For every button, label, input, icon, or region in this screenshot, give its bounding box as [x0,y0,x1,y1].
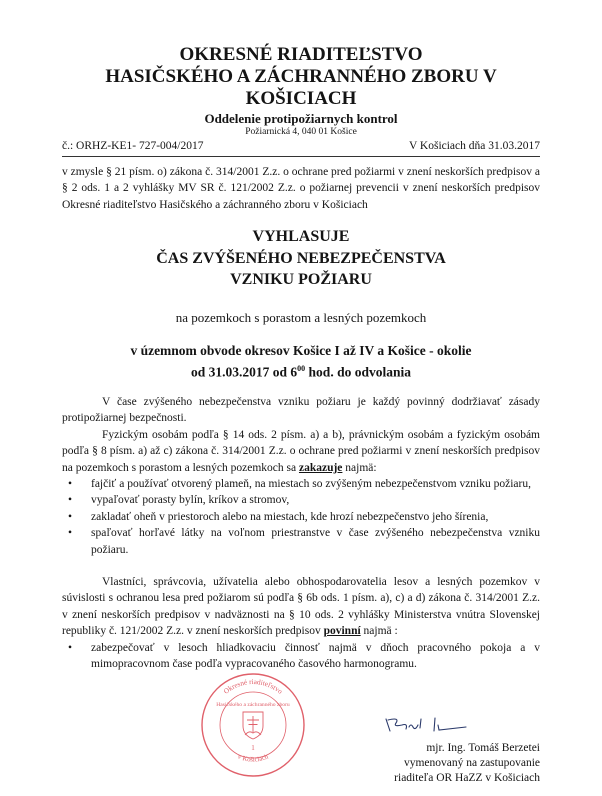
header-divider [62,156,540,157]
intro-paragraph: v zmysle § 21 písm. o) zákona č. 314/2001 Z.z. o ochrane pred požiarmi v znení neskorších predpisov a § 2 ods. 1 a 2 vyhlášky MV SR č. 121/2002 Z.z. o požiarnej prevencii v znení neskorších predpisov Okresné riaditeľstvo Hasičského a záchranného zboru v Košiciach [62,166,540,211]
list-item-text: vypaľovať porasty bylín, kríkov a stromov, [91,494,290,507]
paragraph-general-duty: V čase zvýšeného nebezpečenstva vzniku požiaru je každý povinný dodržiavať zásady protipožiarnej bezpečnosti. [62,396,540,425]
org-name-line3: KOŠICIACH [245,88,357,109]
p3-text: Vlastníci, správcovia, užívatelia alebo obhospodarovatelia lesov a lesných pozemkov v súvislosti s ochranou lesa pred požiarom sú podľa § 6b ods. 1 písm. a), c) a d) zákona č. 314/2001 Z.z. v znení neskorších predpisov v nadväznosti na § 10 ods. 2 vyhlášky Ministerstva vnútra Slovenskej republiky č. 121/2002 Z.z. v znení neskorších predpisov [62,576,540,638]
territory-until: hod. do odvolania [305,364,411,379]
stamp-text-top: Okresné riaditeľstvo [222,677,284,696]
list-item-text: fajčiť a používať otvorený plameň, na miestach so zvýšeným nebezpečenstvom vzniku požiaru, [91,478,531,490]
bullet-icon: • [68,494,73,507]
declaration-scope: na pozemkoch s porastom a lesných pozemkoch [175,310,427,325]
paragraph-obligations-intro [62,574,540,640]
list-item [62,492,540,508]
bullet-icon: • [68,478,73,490]
signatory-block [300,741,540,786]
declaration-title: ČAS ZVÝŠENÉHO NEBEZPEČENSTVA VZNIKU POŽIARU [156,250,446,288]
org-name-line2: HASIČSKÉHO A ZÁCHRANNÉHO ZBORU V [105,66,497,87]
territory-line2 [0,360,602,381]
bullet-icon: • [68,642,73,654]
territory-hour-superscript: 00 [297,363,306,373]
stamp-number: 1 [251,744,255,752]
signatory-name: mjr. Ing. Tomáš Berzetei [426,742,540,754]
list-item [62,640,540,673]
territory-date: od 31.03.2017 od 6 [191,364,298,379]
list-item-text: zakladať oheň v priestoroch alebo na miestach, kde hrozí nebezpečenstvo jeho šírenia, [91,510,489,523]
stamp-text-middle: Hasičského a záchranného zboru [216,702,290,708]
address: Požiarnická 4, 040 01 Košice [245,127,357,137]
territory-line1: v územnom obvode okresov Košice I až IV a Košice - okolie [130,343,472,358]
prohibition-keyword: zakazuje [298,461,343,474]
signatory-role-line1: vymenovaný na zastupovanie [403,757,540,769]
paragraph-prohibitions-intro [62,427,540,476]
list-item-text: spaľovať horľavé látky na voľnom priestranstve v čase zvýšeného nebezpečenstva vzniku požiaru. [91,527,540,556]
obligations-list [62,640,540,673]
reference-line [62,140,540,152]
signatory-role-line2: riaditeľa OR HaZZ v Košiciach [394,772,540,784]
declaration-verb: VYHLASUJE [252,228,350,245]
p2-suffix: najmä: [342,461,377,474]
prohibitions-list [62,476,540,558]
list-item-text: zabezpečovať v lesoch hliadkovaciu činnosť najmä v dňoch pracovného pokoja a v mimopracovnom čase podľa vypracovaného časového harmonogramu. [91,642,540,671]
official-stamp [200,672,306,778]
bullet-icon: • [68,510,73,523]
stamp-text-bottom: v Košiciach [236,753,270,764]
list-item [62,525,540,558]
bullet-icon: • [68,527,73,540]
territory-block [0,342,602,381]
obligation-keyword: povinní [323,625,361,638]
place-date: V Košiciach dňa 31.03.2017 [408,140,540,152]
p2-text: Fyzickým osobám podľa § 14 ods. 2 písm. a) a b), právnickým osobám a fyzickým osobám podľa § 8 písm. a) až c) zákona č. 314/2001 Z.z. o ochrane pred požiarmi v znení neskorších predpisov na pozemkoch s porastom a lesných pozemkoch sa [62,429,540,474]
handwritten-signature [380,713,490,735]
department-name: Oddelenie protipožiarnych kontrol [204,111,398,126]
p3-suffix: najmä : [360,625,398,638]
list-item [62,476,540,492]
coat-of-arms-icon [243,712,263,739]
reference-number: č.: ORHZ-KE1- 727-004/2017 [62,140,204,152]
list-item [62,509,540,525]
org-name-line1: OKRESNÉ RIADITEĽSTVO [179,44,423,65]
